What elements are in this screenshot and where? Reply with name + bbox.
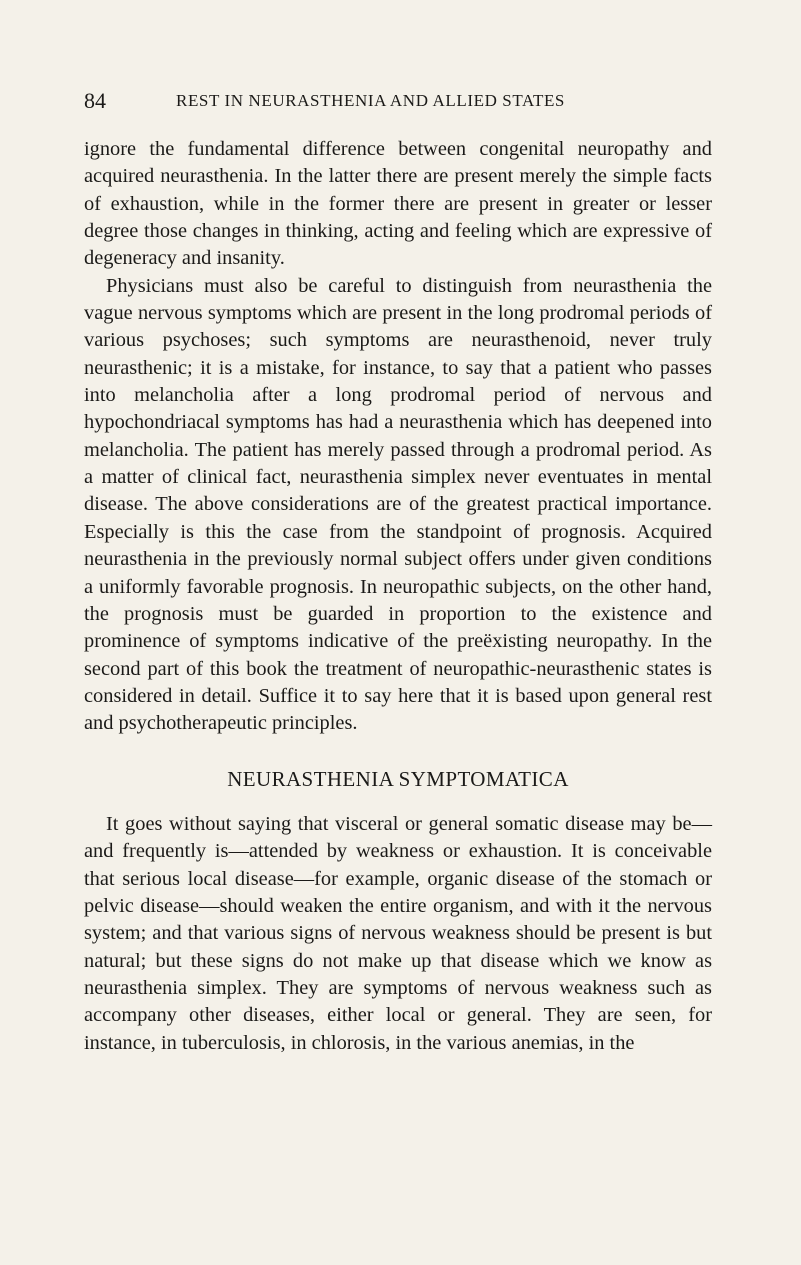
paragraph: ignore the fundamental difference between congenital neuropathy and acquired neurasthenia. In the latter there are present merely the simple facts of exhaustion, while in the former there are present in greater or lesser degree those changes in thinking, acting and feeling which are expressive of degeneracy and insanity. <box>84 138 712 270</box>
paragraph: Physicians must also be careful to distinguish from neurasthenia the vague nervous symptoms which are present in the long prodromal periods of various psychoses; such symptoms are neurasthenoid, never truly neurasthenic; it is a mistake, for instance, to say that a patient who passes into melancholia after a long prodromal period of nervous and hypochondriacal symptoms has had a neurasthenia which has deepened into melancholia. The patient has merely passed through a prodromal period. As a matter of clinical fact, neurasthenia simplex never eventuates in mental disease. The above considerations are of the greatest practical importance. Especially is this the case from the standpoint of prognosis. Acquired neurasthenia in the previously normal subject offers under given conditions a uniformly favorable prognosis. In neuropathic subjects, on the other hand, the prognosis must be guarded in proportion to the existence and prominence of symptoms indicative of the preëxisting neuropathy. In the second part of this book the treatment of neuropathic-neurasthenic states is considered in detail. Suffice it to say here that it is based upon general rest and psychotherapeutic principles. <box>84 274 712 735</box>
body-text <box>84 136 712 1057</box>
paragraph: It goes without saying that visceral or general somatic disease may be—and frequently is—attended by weakness or exhaustion. It is conceivable that serious local disease—for example, organic disease of the stomach or pelvic disease—should weaken the entire organism, and with it the nervous system; and that various signs of nervous weakness should be present is but natural; but these signs do not make up that disease which we know as neurasthenia simplex. They are symptoms of nervous weakness such as accompany other diseases, either local or general. They are seen, for instance, in tuberculosis, in chlorosis, in the various anemias, in the <box>84 812 712 1054</box>
page-number: 84 <box>84 88 106 113</box>
page-content <box>84 84 712 1057</box>
running-head <box>84 84 712 114</box>
section-heading: NEURASTHENIA SYMPTOMATICA <box>227 766 569 791</box>
running-head-title: REST IN NEURASTHENIA AND ALLIED STATES <box>176 91 565 110</box>
